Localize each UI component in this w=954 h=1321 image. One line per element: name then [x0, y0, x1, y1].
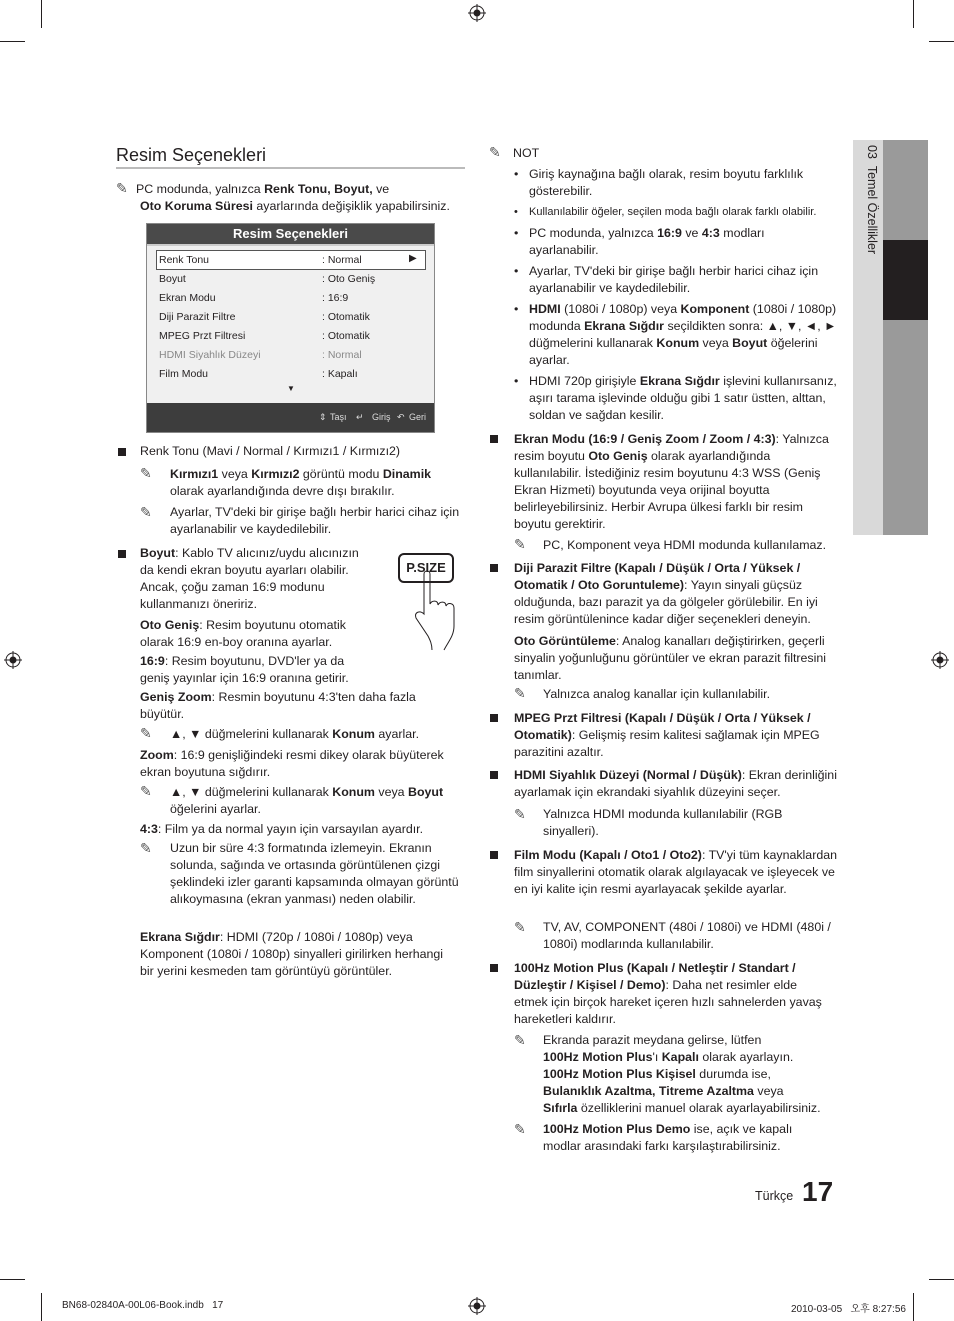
return-label: Geri — [409, 412, 427, 422]
menu-row-label: Boyut — [159, 273, 186, 285]
enter-label: Giriş — [372, 412, 391, 422]
menu-row-value: : Kapalı — [322, 368, 358, 380]
zoom-text: Zoom: 16:9 genişliğindeki resmi dikey olarak büyüterek ekran boyutuna sığdırır. — [140, 748, 444, 779]
film-modu-text: Film Modu (Kapalı / Oto1 / Oto2): TV'yi tüm kaynaklardan film sinyallerini otomatik olarak algılayacak ve işleyecek ve en iyi kalite için resmi ayarlayacak şekilde ayarlar. — [514, 848, 837, 896]
bullet-square — [490, 714, 498, 722]
pc-note: ✎ PC modunda, yalnızca Renk Tonu, Boyut, ve Oto Koruma Süresi ayarlarında değişiklik yapabilirsiniz. — [116, 180, 450, 213]
ekrana-sigdir-text: Ekrana Sığdır: HDMI (720p / 1080i / 1080p) veya Komponent (1080i / 1080p) sinyalleri girilirken herhangi bir yerini kesmeden tam görüntüyü görüntüler. — [140, 930, 444, 978]
crop-mark — [929, 41, 954, 42]
oto-goruntuleme-note: ✎ Yalnızca analog kanallar için kullanılabilir. — [514, 685, 771, 701]
footer-language: Türkçe — [755, 1189, 794, 1203]
film-modu-note: ✎ TV, AV, COMPONENT (480i / 1080i) ve HDMI (480i / 1080i) modlarında kullanılabilir. — [514, 919, 831, 951]
psize-button: P.SIZE — [398, 553, 454, 583]
ekran-modu-text: Ekran Modu (16:9 / Geniş Zoom / Zoom / 4:3): Yalnızca resim boyutu Oto Geniş olarak ayarlandığında kullanılabilir. İstediğiniz resim boyutunu 4:3 WSS (Geniş Ekran Hizmeti) boyutunda veya orijinal boyutta belirleyebilirsiniz. Herbir Avrupa ülkesi farklı bir resim boyutu gerektirir. — [514, 432, 829, 531]
crop-mark — [913, 0, 914, 28]
bullet-square — [490, 771, 498, 779]
section-heading: Resim Seçenekleri — [116, 145, 267, 165]
oto-goruntuleme-text: Oto Görüntüleme: Analog kanalları değiştirirken, geçerli sinyalin yoğunluğunu görüntüler ve ekran parazit filtresini tanımlar. — [514, 634, 827, 682]
renk-heading: Renk Tonu (Mavi / Normal / Kırmızı1 / Kırmızı2) — [140, 444, 401, 458]
side-tab-dark — [883, 140, 928, 535]
side-tab-label: 03 Temel Özellikler — [865, 145, 879, 255]
crop-mark — [0, 41, 25, 42]
menu-row-label: MPEG Przt Filtresi — [159, 330, 246, 342]
menu-row-value: : 16:9 — [322, 292, 349, 304]
renk-note-1: ✎ Kırmızı1 veya Kırmızı2 görüntü modu Dinamik olarak ayarlandığında devre dışı bırakılır. — [140, 465, 432, 498]
page-number: 17 — [802, 1176, 834, 1207]
crop-mark — [41, 0, 42, 28]
diji-parazit-text: Diji Parazit Filtre (Kapalı / Düşük / Orta / Yüksek / Otomatik / Oto Goruntuleme): Yayın sinyali güçsüz olduğunda, bazı parazit ya da gölgeler görülebilir. En iyi resim görüntülenince kadar diğer seçenekleri deneyin. — [514, 561, 818, 626]
note-pencil-icon: ✎ — [116, 180, 128, 196]
arrow-down-icon: ▼ — [287, 384, 295, 393]
bullet-square — [490, 964, 498, 972]
enter-icon: ↵ — [356, 412, 364, 422]
motion-plus-note-1: ✎ Ekranda parazit meydana gelirse, lütfen 100Hz Motion Plus'ı Kapalı olarak ayarlayın. 100Hz Motion Plus Kişisel durumda ise, Bulanıklık Azaltma, Titreme Azaltma veya Sıfırla özelliklerini manuel olarak ayarlayabilirsiniz. — [514, 1032, 821, 1115]
list-item: • PC modunda, yalnızca 16:9 ve 4:3 modları ayarlanabilir. — [514, 225, 837, 259]
menu-row-label: Ekran Modu — [159, 292, 216, 304]
motion-plus-text: 100Hz Motion Plus (Kapalı / Netleştir / Standart / Düzleştir / Kişisel / Demo): Daha net resimler elde etmek için birçok hareket içeren hızlı sahnelerden yavaş hareketleri kaldırır. — [514, 961, 822, 1026]
side-tab-marker — [883, 240, 928, 320]
genis-zoom-note: ✎ ▲, ▼ düğmelerini kullanarak Konum ayarlar. — [140, 725, 420, 741]
registration-mark-icon — [4, 651, 22, 669]
crop-mark — [929, 1279, 954, 1280]
menu-screenshot — [146, 223, 435, 433]
list-item: • Kullanılabilir öğeler, seçilen moda bağlı olarak farklı olabilir. — [514, 204, 837, 221]
return-icon: ↶ — [397, 412, 405, 422]
crop-mark — [0, 1279, 25, 1280]
hdmi-note: ✎ Yalnızca HDMI modunda kullanılabilir (RGB sinyalleri). — [514, 806, 783, 838]
r43-note: ✎ Uzun bir süre 4:3 formatında izlemeyin. Ekranın solunda, sağında ve ortasında görüntülenen çizgi şeklindeki izler garanti kapsamında olmayan görüntü alıkoymasına (ekran yanması) neden olabilir. — [140, 840, 459, 906]
move-icon: ⇕ — [319, 412, 327, 422]
crop-mark — [41, 1293, 42, 1321]
arrow-right-icon: ▶ — [409, 253, 417, 264]
bullet-square — [490, 564, 498, 572]
print-date-info: 2010-03-05 오후 8:27:56 — [791, 1304, 906, 1315]
menu-row-value: : Oto Geniş — [322, 273, 376, 285]
boyut-text: Boyut: Kablo TV alıcınız/uydu alıcınızın da kendi ekran boyutu ayarları olabilir. Ancak, çoğu zaman 16:9 modunu kullanmanızı öneririz. — [140, 546, 359, 611]
mpeg-text: MPEG Przt Filtresi (Kapalı / Düşük / Orta / Yüksek / Otomatik): Gelişmiş resim kalitesi sağlamak için MPEG parazitini azaltır. — [514, 711, 820, 759]
registration-mark-icon — [468, 1297, 486, 1315]
note-bullet-list — [514, 166, 837, 424]
genis-zoom-text: Geniş Zoom: Resmin boyutunu 4:3'ten daha fazla büyütür. — [140, 690, 416, 721]
list-item: • HDMI (1080i / 1080p) veya Komponent (1080i / 1080p) modunda Ekrana Sığdır seçildikten sonra: ▲, ▼, ◄, ► düğmelerini kullanarak Konum veya Boyut öğelerini ayarlar. — [514, 301, 837, 369]
menu-row-value: : Normal — [322, 349, 362, 361]
list-item: • HDMI 720p girişiyle Ekrana Sığdır işlevini kullanırsanız, aşırı tarama işlevinde olduğu gibi 1 satır üstten, alttan, soldan ve sağdan kesilir. — [514, 373, 837, 424]
ekran-modu-note: ✎ PC, Komponent veya HDMI modunda kullanılamaz. — [514, 536, 827, 552]
move-label: Taşı — [330, 412, 347, 422]
not-label: ✎ NOT — [489, 144, 540, 160]
menu-footer — [147, 403, 434, 432]
list-item: • Ayarlar, TV'deki bir girişe bağlı herbir harici cihaz için ayarlanabilir ve kaydedilebilir. — [514, 263, 837, 297]
menu-row-label: HDMI Siyahlık Düzeyi — [159, 349, 261, 361]
oto-genis-text: Oto Geniş: Resim boyutunu otomatik olarak 16:9 en-boy oranına ayarlar. — [140, 618, 346, 649]
list-item: • Giriş kaynağına bağlı olarak, resim boyutu farklılık gösterebilir. — [514, 166, 837, 200]
menu-row-value: : Normal — [322, 254, 362, 266]
hdmi-text: HDMI Siyahlık Düzeyi (Normal / Düşük): Ekran derinliğini ayarlamak için ekrandaki siyahlık düzeyini seçer. — [514, 768, 837, 799]
registration-mark-icon — [468, 4, 486, 22]
menu-row-value: : Otomatik — [322, 311, 370, 323]
menu-row-label: Renk Tonu — [159, 254, 210, 266]
bullet-square — [490, 435, 498, 443]
menu-row-label: Film Modu — [159, 368, 209, 380]
heading-rule — [116, 167, 465, 169]
r43-text: 4:3: Film ya da normal yayın için varsayılan ayardır. — [140, 822, 424, 836]
menu-title: Resim Seçenekleri — [147, 224, 434, 246]
zoom-note: ✎ ▲, ▼ düğmelerini kullanarak Konum veya Boyut öğelerini ayarlar. — [140, 783, 444, 816]
motion-plus-note-2: ✎ 100Hz Motion Plus Demo ise, açık ve kapalı modlar arasındaki farkı karşılaştırabilirsiniz. — [514, 1121, 793, 1153]
menu-row-value: : Otomatik — [322, 330, 370, 342]
bullet-square — [118, 550, 126, 558]
bullet-square — [490, 851, 498, 859]
print-file-info: BN68-02840A-00L06-Book.indb 17 — [62, 1300, 224, 1311]
r169-text: 16:9: Resim boyutunu, DVD'ler ya da geniş yayınlar için 16:9 oranına getirir. — [140, 654, 349, 685]
registration-mark-icon — [931, 651, 949, 669]
bullet-square — [118, 448, 126, 456]
crop-mark — [913, 1293, 914, 1321]
hand-pointer-icon — [410, 570, 470, 652]
renk-note-2: ✎ Ayarlar, TV'deki bir girişe bağlı herbir harici cihaz için ayarlanabilir ve kaydedilebilir. — [140, 504, 460, 536]
menu-row-label: Diji Parazit Filtre — [159, 311, 236, 323]
